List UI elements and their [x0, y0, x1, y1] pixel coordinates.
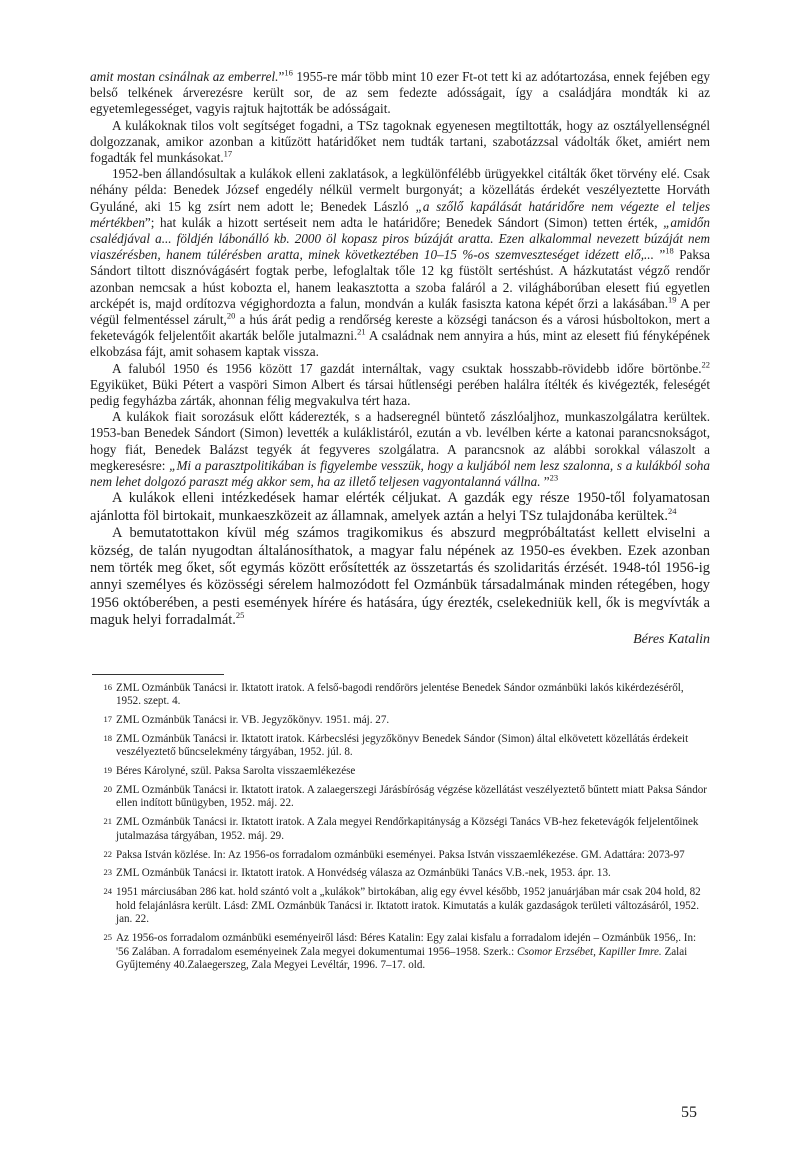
- footnote-editors-italic: Csomor Erzsébet, Kapiller Imre.: [516, 945, 662, 958]
- quote-mark: ”: [278, 69, 285, 84]
- footnote-number: 18: [103, 732, 112, 743]
- paragraph-text: A családnak nem annyira a hús, mint az elesett fiú fényképének elkobzása fájt, amit sohasem kaptak vissza.: [90, 328, 710, 360]
- paragraph-5: [90, 409, 710, 490]
- footnote-text: Paksa István közlése. In: Az 1956-os forradalom ozmánbüki eseményei. Paksa István visszaemlékezése. GM. Adattára: 2073-97: [116, 848, 685, 861]
- footnote-text: ZML Ozmánbük Tanácsi ir. Iktatott iratok. A Zala megyei Rendőrkapitányság a Községi Tanács VB-hez feketevágók feljelentőinek jutalmazása tárgyában, 1952. máj. 29.: [116, 816, 699, 842]
- footnote-21: [90, 816, 710, 843]
- footnote-number: 20: [103, 783, 112, 794]
- paragraph-2: [90, 118, 710, 167]
- author-signature: Béres Katalin: [633, 631, 710, 647]
- paragraph-text: ”; hat kulák a hizott sertéseit nem adta le határidőre; Benedek Sándort (Simon) tetten érték,: [144, 214, 664, 230]
- footnote-ref-25[interactable]: 25: [235, 610, 245, 621]
- paragraph-7: [90, 525, 710, 629]
- paragraph-text: a hús árát pedig a rendőrség kereste a községi tanácson és a városi húsboltokon, mert a feketevágók feljelentőit akarták belőle jutalmazni.: [90, 312, 710, 344]
- footnote-22: [90, 849, 710, 863]
- footnote-text-part: Zalai Gyűjtemény 40.Zalaegerszeg, Zala Megyei Levéltár, 1996. 7–17. old.: [116, 945, 688, 972]
- footnote-17: [90, 714, 710, 728]
- footnote-ref-16[interactable]: 16: [284, 67, 293, 78]
- quote-italic: „a szőlő kapálását határidőre nem végezte el teljes mértékben: [90, 198, 710, 230]
- footnote-number: 16: [103, 681, 112, 692]
- quote-italic: amit mostan csinálnak az emberrel.: [90, 69, 279, 84]
- footnote-number: 23: [103, 867, 112, 878]
- paragraph-text: 1952-ben állandósultak a kulákok elleni zaklatások, a legkülönfélébb ürügyekkel citálták őket törvény elé. Csak néhány példa: Benedek József engedély nélkül vermelt burgonyát; a közellátás érdekét veszélyeztette Horváth Gyuláné, aki 15 kg zsírt nem adott le; Benedek László: [90, 166, 710, 214]
- footnote-ref-19[interactable]: 19: [668, 294, 677, 305]
- footnote-ref-18[interactable]: 18: [665, 245, 674, 256]
- footnote-25: [90, 932, 710, 973]
- footnote-number: 22: [103, 848, 112, 859]
- footnote-23: [90, 867, 710, 881]
- footnotes: [90, 682, 710, 974]
- footnote-text: [116, 932, 710, 973]
- quote-italic: „Mi a parasztpolitikában is figyelembe vesszük, hogy a kuljából nem lesz szalonna, s a kulákból soha nem lehet dolgozó paraszt még akkor sem, ha az illető teljesen vagyontalanná vállna.: [90, 457, 710, 490]
- footnote-number: 21: [103, 816, 112, 827]
- paragraph-3: [90, 166, 710, 360]
- footnote-text: ZML Ozmánbük Tanácsi ir. Iktatott iratok. A zalaegerszegi Járásbíróság végzése közellátást veszélyeztető bűntett miatt Paksa Sándor ellen indított bűnügyben, 1952. máj. 22.: [116, 783, 708, 810]
- quote-italic: „amidőn csalédjával a... földjén lábonálló kb. 2000 öl kopasz piros búzáját aratta. Ezen alkalommal nevezett búzáját nem viaszérésben, hanem túlérésben aratta, minek következtében 10–15 %-os szemveszteséget idézett elő,...: [90, 214, 710, 263]
- footnote-ref-20[interactable]: 20: [226, 310, 236, 321]
- paragraph-text: Paksa Sándort tiltott disznóvágásért fogtak perbe, lefoglaltak tőle 12 kg füstölt sertéshúst. A házkutatást végző rendőr azonban nemcsak a húst kobozta el, hanem leakasztotta a szoba faláról a 2. világháborúban elesett fiú egyetlen arcképét is, majd ordítozva végighordozta a falun, mondván a kulák fasiszta katona képét őrzi a lakásában.: [90, 247, 710, 311]
- footnote-text: 1951 márciusában 286 kat. hold szántó volt a „kulákok” birtokában, alig egy évvel később, 1952 januárjában már csak 204 hold, 82 hold felajánlásra került. Lásd: ZML Ozmánbük Tanácsi ir. Iktatott iratok. Kimutatás a kulák gazdaságok területi változásáról, 1952. jan. 22.: [116, 885, 701, 926]
- paragraph-text: 1955-re már több mint 10 ezer Ft-ot tett ki az adótartozása, ennek fejében egy belső telkének árverezésre került sor, de az sem fedezte adósságait, így a családjára mondták ki az egyetemlegességet, vagyis rajtuk hajtották be adósságait.: [90, 69, 710, 117]
- footnote-text: ZML Ozmánbük Tanácsi ir. Iktatott iratok. A Honvédség válasza az Ozmánbüki Tanács V.B.-nek, 1953. ápr. 13.: [116, 867, 611, 880]
- footnote-ref-17[interactable]: 17: [223, 148, 233, 159]
- footnote-number: 19: [103, 765, 112, 776]
- footnote-24: [90, 886, 710, 927]
- footnote-18: [90, 733, 710, 760]
- quote-mark: ”: [540, 474, 550, 490]
- footnote-16: [90, 682, 710, 709]
- footnote-number: 25: [103, 932, 112, 943]
- quote-mark: ”: [653, 247, 666, 263]
- footnote-20: [90, 784, 710, 811]
- footnote-text: Béres Károlyné, szül. Paksa Sarolta visszaemlékezése: [116, 765, 356, 778]
- footnote-text: ZML Ozmánbük Tanácsi ir. Iktatott iratok. Kárbecslési jegyzőkönyv Benedek Sándor (Simon) által elkövetett közellátás érdekeit veszélyeztető bűncselekmény tárgyában, 1952. júl. 8.: [116, 732, 689, 759]
- page-number: 55: [681, 1104, 697, 1121]
- paragraph-text: Egyiküket, Büki Pétert a vaspöri Simon Albert és társai hűtlenségi perében halálra ítélték és kivégezték, feleségét pedig fegyházba zárták, ahonnan félig megvakulva tért haza.: [90, 376, 710, 409]
- footnote-ref-24[interactable]: 24: [667, 505, 677, 516]
- paragraph-text: A faluból 1950 és 1956 között 17 gazdát internáltak, vagy csuktak hosszabb-rövidebb időre börtönbe.: [112, 360, 702, 376]
- footnote-19: [90, 765, 710, 779]
- footnote-divider: [92, 674, 224, 675]
- footnote-text: ZML Ozmánbük Tanácsi ir. VB. Jegyzőkönyv. 1951. máj. 27.: [116, 713, 390, 726]
- body-text: [90, 69, 710, 630]
- paragraph-text: A kulákoknak tilos volt segítséget fogadni, a TSz tagoknak egyenesen megtiltották, hogy az osztályellenségnél dolgozzanak, amikor azonban a kitűzött határidőket nem tudták tartani, szabotázzsal vádolták őket, amiért nem fogadták fel munkásokat.: [90, 117, 710, 166]
- paragraph-text: A kulákok elleni intézkedések hamar elérték céljukat. A gazdák egy része 1950-től folyamatosan ajánlotta föl birtokait, munkaeszközeit az államnak, amelyek aztán a helyi TSz tulajdonába kerültek.: [90, 490, 710, 524]
- footnote-number: 24: [103, 885, 112, 896]
- footnote-text-part: Az 1956-os forradalom ozmánbüki eseményeiről lásd: Béres Katalin: Egy zalai kisfalu a forradalom idején – Ozmánbük 1956,. In: '56 Zalában. A forradalom eseményeinek Zala megyei dokumentumai 1956–1958. Szerk.:: [116, 932, 697, 958]
- footnote-text: ZML Ozmánbük Tanácsi ir. Iktatott iratok. A felső-bagodi rendőrörs jelentése Benedek Sándor ozmánbüki lakós kikérdezéséről, 1952. szept. 4.: [116, 681, 684, 708]
- paragraph-text: A kulákok fiait sorozásuk előtt káderezték, s a hadseregnél büntető zászlóaljhoz, munkaszolgálatra kerültek. 1953-ban Benedek Sándort (Simon) levették a kuláklistáról, ezután a vb. levélben kérte a katonai parancsnokságot, hogy fiát, Benedek Balázst tegyék át fegyveres szolgálatra. A parancsnok az alábbi sorokkal válaszolt a megkeresésre:: [90, 409, 710, 473]
- footnote-number: 17: [103, 713, 112, 724]
- page-content: [90, 69, 710, 978]
- paragraph-text: A per végül felmentéssel zárult,: [90, 295, 710, 328]
- paragraph-text: A bemutatottakon kívül még számos tragikomikus és abszurd megpróbáltatást kellett elviselni a község, de talán nyugodtan általánosíthatok, a magyar falu népének az 1950-es években. Ezek azonban nem törték meg őket, sőt egymás között erősítették az összetartás és szolidaritás érzését. 1948-tól 1956-ig annyi személyes és közösségi sérelem halmozódott fel Ozmánbük társadalmának minden rétegében, hogy 1956 októberében, a pesti események hírére és hatására, úgy érezték, cselekedniük kell, ők is megvívták a maguk helyi forradalmát.: [90, 525, 710, 629]
- paragraph-4: [90, 361, 710, 410]
- footnote-ref-22[interactable]: 22: [701, 359, 710, 370]
- footnote-ref-23[interactable]: 23: [549, 472, 559, 483]
- paragraph-6: [90, 490, 710, 525]
- paragraph-1: [90, 69, 710, 118]
- footnote-ref-21[interactable]: 21: [357, 326, 366, 337]
